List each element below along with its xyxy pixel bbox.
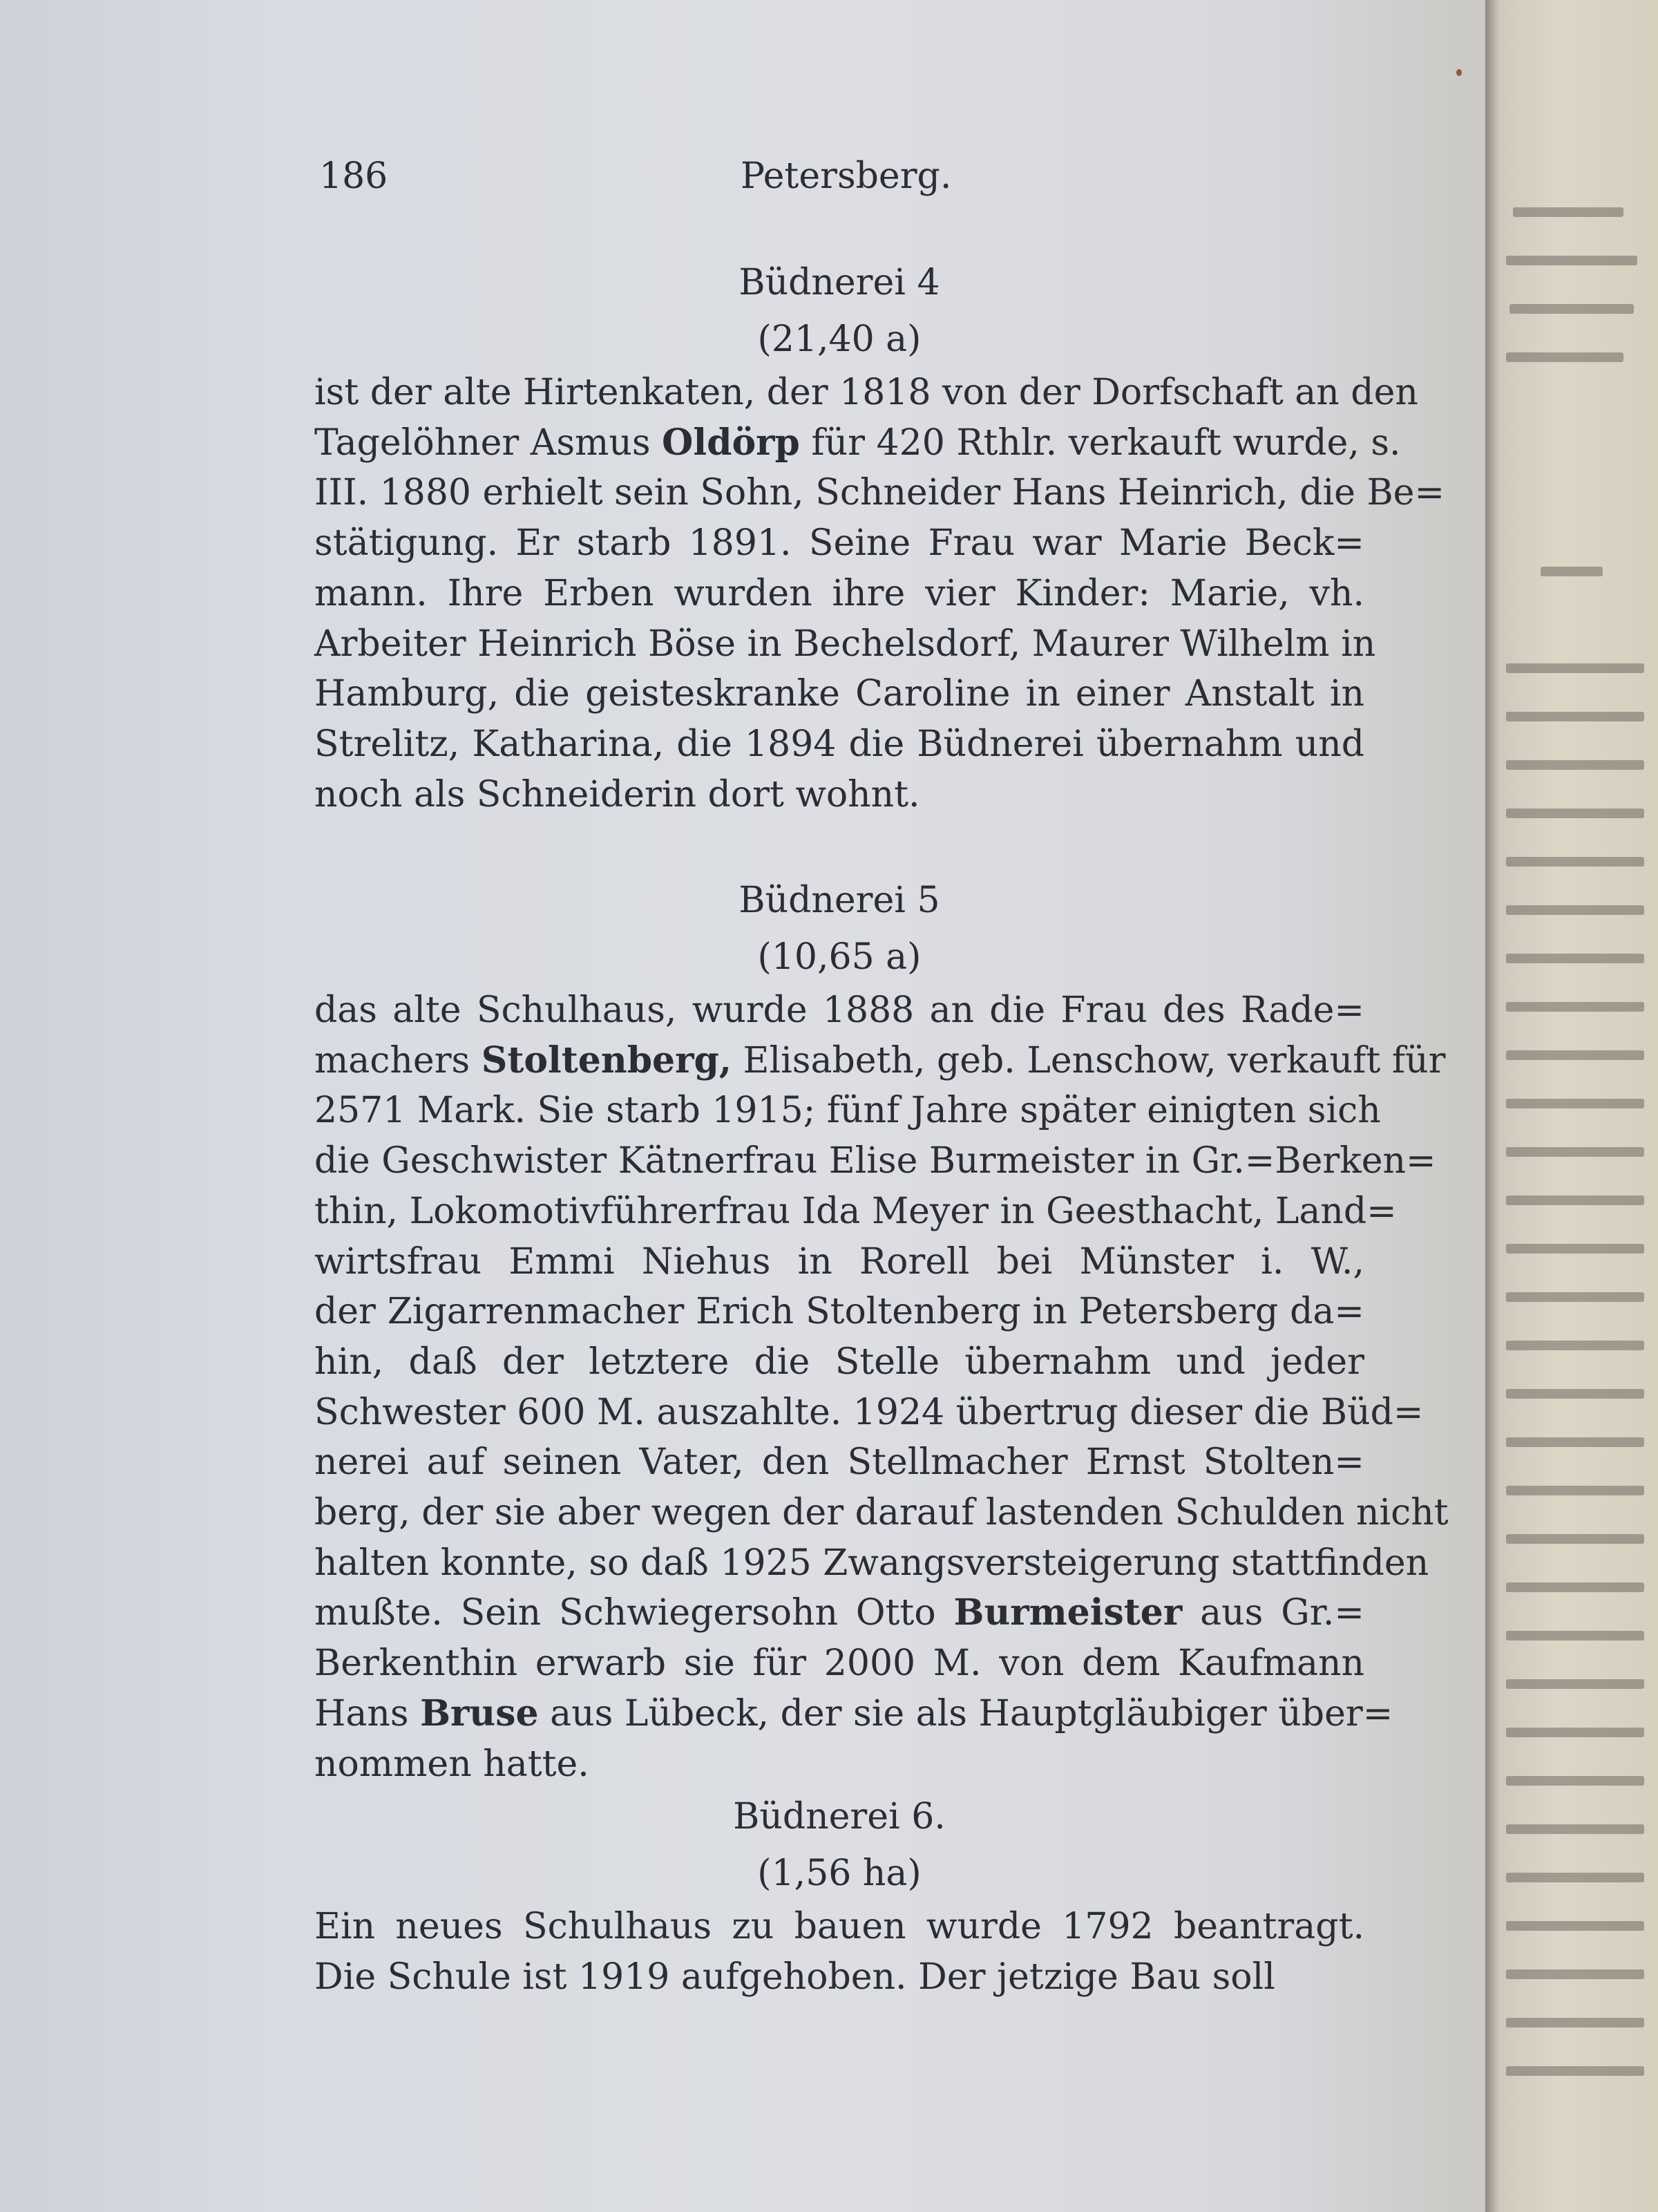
text-line: mann. Ihre Erben wurden ihre vier Kinder: Marie, vh. (314, 572, 1364, 614)
text-line: nerei auf seinen Vater, den Stellmacher Ernst Stolten= (314, 1441, 1364, 1484)
section-buednerei-6 (314, 1788, 1364, 2002)
text-line: mußte. Sein Schwiegersohn Otto Burmeister aus Gr.= (314, 1591, 1364, 1634)
text-line: der Zigarrenmacher Erich Stoltenberg in Petersberg da= (314, 1291, 1364, 1333)
text-line: ist der alte Hirtenkaten, der 1818 von der Dorfschaft an den (314, 372, 1418, 413)
text-line: Die Schule ist 1919 aufgehoben. Der jetzige Bau soll (314, 1956, 1275, 1998)
text-line: Tagelöhner Asmus Oldörp für 420 Rthlr. verkauft wurde, s. (314, 421, 1401, 464)
section-paragraph (314, 985, 1449, 1789)
bold-name: Stoltenberg, (481, 1039, 732, 1081)
text-line: berg, der sie aber wegen der darauf lastenden Schulden nicht (314, 1492, 1449, 1534)
section-buednerei-5 (314, 872, 1449, 1789)
text-line: hin, daß der letztere die Stelle übernahm und jeder (314, 1341, 1364, 1383)
section-area: (10,65 a) (757, 936, 922, 978)
section-heading: Büdnerei 4 (739, 262, 940, 303)
text-line: das alte Schulhaus, wurde 1888 an die Frau des Rade= (314, 990, 1364, 1031)
text-line: Strelitz, Katharina, die 1894 die Büdnerei übernahm und (314, 723, 1364, 765)
text-line: Ein neues Schulhaus zu bauen wurde 1792 beantragt. (314, 1906, 1364, 1947)
running-title: Petersberg. (741, 155, 952, 197)
text-line: 2571 Mark. Sie starb 1915; fünf Jahre später einigten sich (314, 1090, 1381, 1132)
adjacent-page-edge (1485, 0, 1658, 2212)
text-line: machers Stoltenberg, Elisabeth, geb. Lenschow, verkauft für (314, 1039, 1446, 1081)
text-line: die Geschwister Kätnerfrau Elise Burmeister in Gr.=Berken= (314, 1140, 1436, 1182)
bold-name: Bruse (420, 1692, 539, 1734)
page-number: 186 (319, 155, 388, 197)
bold-name: Burmeister (953, 1591, 1183, 1634)
section-buednerei-4 (314, 254, 1445, 820)
text-line: Schwester 600 M. auszahlte. 1924 übertrug dieser die Büd= (314, 1391, 1424, 1433)
text-line: wirtsfrau Emmi Niehus in Rorell bei Münster i. W., (314, 1240, 1364, 1283)
text-line: III. 1880 erhielt sein Sohn, Schneider Hans Heinrich, die Be= (314, 472, 1445, 514)
section-area: (21,40 a) (757, 319, 922, 360)
section-area: (1,56 ha) (757, 1853, 922, 1894)
text-line: Arbeiter Heinrich Böse in Bechelsdorf, Maurer Wilhelm in (314, 623, 1376, 665)
text-line: Hamburg, die geisteskranke Caroline in einer Anstalt in (314, 673, 1364, 715)
section-paragraph (314, 1902, 1364, 2002)
text-line: Berkenthin erwarb sie für 2000 M. von dem Kaufmann (314, 1643, 1364, 1685)
text-line: noch als Schneiderin dort wohnt. (314, 773, 920, 815)
text-line: halten konnte, so daß 1925 Zwangsversteigerung stattfinden (314, 1542, 1429, 1584)
ink-speck (1456, 69, 1462, 76)
text-line: thin, Lokomotivführerfrau Ida Meyer in Geesthacht, Land= (314, 1190, 1397, 1232)
page-header (319, 155, 952, 204)
section-heading: Büdnerei 5 (739, 880, 940, 921)
text-line: nommen hatte. (314, 1743, 589, 1785)
text-line: Hans Bruse aus Lübeck, der sie als Hauptgläubiger über= (314, 1692, 1393, 1734)
bold-name: Oldörp (662, 421, 800, 464)
section-paragraph (314, 368, 1445, 820)
text-line: stätigung. Er starb 1891. Seine Frau war Marie Beck= (314, 522, 1364, 565)
section-heading: Büdnerei 6. (733, 1796, 946, 1837)
